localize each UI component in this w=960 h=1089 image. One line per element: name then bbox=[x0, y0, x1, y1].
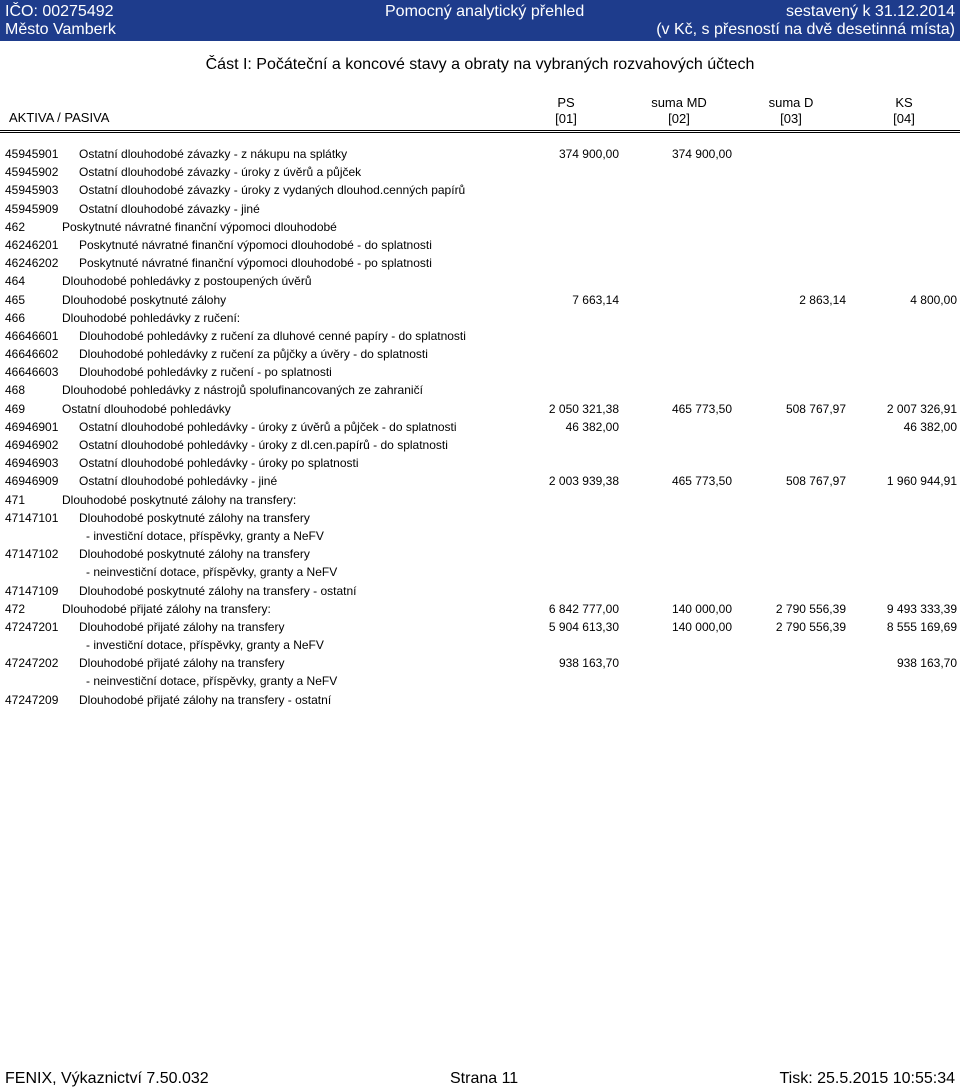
account-description: - neinvestiční dotace, příspěvky, granty a NeFV bbox=[86, 674, 338, 689]
col-ks-code: [04] bbox=[893, 111, 915, 126]
col-md-label: suma MD bbox=[651, 95, 707, 110]
account-code: 47147101 bbox=[5, 510, 59, 525]
table-row bbox=[0, 400, 960, 418]
report-name: Pomocný analytický přehled bbox=[385, 3, 585, 20]
account-description: Ostatní dlouhodobé závazky - úroky z vydaných dlouhod.cenných papírů bbox=[79, 183, 466, 198]
col-ks-label: KS bbox=[895, 95, 913, 110]
table-row bbox=[0, 636, 960, 654]
report-header-bar bbox=[0, 0, 960, 41]
table-row bbox=[0, 418, 960, 436]
account-description: Dlouhodobé přijaté zálohy na transfery bbox=[79, 656, 285, 671]
account-code: 462 bbox=[5, 219, 26, 234]
account-description: Ostatní dlouhodobé pohledávky - úroky z dl.cen.papírů - do splatnosti bbox=[79, 438, 448, 452]
col-d-label: suma D bbox=[768, 95, 814, 110]
table-row bbox=[0, 654, 960, 672]
units-note: (v Kč, s přesností na dvě desetinná místa) bbox=[656, 21, 955, 38]
account-code: 47147109 bbox=[5, 583, 59, 598]
account-description: Ostatní dlouhodobé pohledávky - jiné bbox=[79, 474, 278, 489]
account-code: 47247201 bbox=[5, 619, 59, 634]
table-row bbox=[0, 527, 960, 545]
value-d: 2 790 556,39 bbox=[775, 601, 846, 616]
account-description: Ostatní dlouhodobé pohledávky - úroky z úvěrů a půjček - do splatnosti bbox=[79, 419, 457, 434]
table-row bbox=[0, 691, 960, 709]
account-code: 46646603 bbox=[5, 365, 59, 380]
table-row bbox=[0, 509, 960, 527]
account-code: 47247209 bbox=[5, 692, 59, 707]
account-description: Ostatní dlouhodobé závazky - jiné bbox=[79, 201, 260, 216]
account-code: 46246202 bbox=[5, 256, 59, 271]
col-md-code: [02] bbox=[668, 111, 690, 126]
accounts-table bbox=[0, 145, 960, 709]
table-row bbox=[0, 272, 960, 290]
account-description: Poskytnuté návratné finanční výpomoci dlouhodobé - do splatnosti bbox=[79, 237, 432, 252]
account-code: 46946902 bbox=[5, 438, 59, 452]
account-code: 47247202 bbox=[5, 656, 59, 671]
value-ps: 2 003 939,38 bbox=[548, 474, 619, 489]
account-code: 45945902 bbox=[5, 165, 59, 180]
account-description: Dlouhodobé poskytnuté zálohy na transfery: bbox=[62, 492, 297, 507]
value-ks: 46 382,00 bbox=[903, 419, 957, 434]
table-row bbox=[0, 327, 960, 345]
value-ks: 8 555 169,69 bbox=[886, 619, 957, 634]
account-description: Dlouhodobé pohledávky z postoupených úvěrů bbox=[62, 274, 312, 289]
compiled-date: sestavený k 31.12.2014 bbox=[785, 3, 955, 20]
account-description: Ostatní dlouhodobé závazky - úroky z úvěrů a půjček bbox=[79, 165, 362, 180]
account-description: Dlouhodobé pohledávky z ručení za dluhové cenné papíry - do splatnosti bbox=[79, 328, 466, 343]
value-ps: 46 382,00 bbox=[565, 419, 619, 434]
account-description: Dlouhodobé přijaté zálohy na transfery - ostatní bbox=[79, 692, 332, 707]
table-row bbox=[0, 145, 960, 163]
account-description: - investiční dotace, příspěvky, granty a NeFV bbox=[86, 638, 324, 653]
account-code: 472 bbox=[5, 601, 26, 616]
value-ps: 5 904 613,30 bbox=[548, 619, 619, 634]
table-row bbox=[0, 291, 960, 309]
account-description: Dlouhodobé poskytnuté zálohy na transfery - ostatní bbox=[79, 583, 357, 598]
table-row bbox=[0, 163, 960, 181]
account-code: 46646601 bbox=[5, 328, 59, 343]
account-code: 46946901 bbox=[5, 419, 59, 434]
account-code: 464 bbox=[5, 274, 26, 289]
value-ks: 938 163,70 bbox=[896, 656, 957, 671]
account-code: 45945903 bbox=[5, 183, 59, 198]
value-ps: 938 163,70 bbox=[558, 656, 619, 671]
value-ps: 374 900,00 bbox=[558, 147, 619, 161]
city-label: Město Vamberk bbox=[5, 21, 116, 38]
footer-page: Strana 11 bbox=[450, 1070, 519, 1087]
value-md: 374 900,00 bbox=[671, 147, 732, 161]
table-row bbox=[0, 200, 960, 218]
table-row bbox=[0, 436, 960, 454]
table-row bbox=[0, 491, 960, 509]
table-row bbox=[0, 600, 960, 618]
table-row bbox=[0, 236, 960, 254]
table-row bbox=[0, 218, 960, 236]
value-ks: 9 493 333,39 bbox=[886, 601, 957, 616]
account-description: Dlouhodobé pohledávky z ručení: bbox=[62, 310, 241, 325]
account-code: 46646602 bbox=[5, 347, 59, 362]
ico-label: IČO: 00275492 bbox=[5, 3, 114, 20]
account-code: 47147102 bbox=[5, 547, 59, 562]
account-description: Dlouhodobé přijaté zálohy na transfery: bbox=[62, 601, 271, 616]
account-description: Dlouhodobé přijaté zálohy na transfery bbox=[79, 619, 285, 634]
account-description: Poskytnuté návratné finanční výpomoci dlouhodobé bbox=[62, 219, 337, 234]
account-description: Dlouhodobé pohledávky z ručení za půjčky a úvěry - do splatnosti bbox=[79, 347, 428, 362]
account-code: 471 bbox=[5, 492, 26, 507]
value-ks: 4 800,00 bbox=[910, 292, 957, 307]
footer-software: FENIX, Výkaznictví 7.50.032 bbox=[5, 1070, 209, 1087]
account-description: Dlouhodobé poskytnuté zálohy na transfery bbox=[79, 547, 310, 562]
table-row bbox=[0, 363, 960, 381]
account-code: 46246201 bbox=[5, 237, 59, 252]
col-ps-code: [01] bbox=[555, 111, 577, 126]
account-description: Poskytnuté návratné finanční výpomoci dlouhodobé - po splatnosti bbox=[79, 256, 432, 271]
value-md: 465 773,50 bbox=[671, 401, 732, 416]
account-code: 46946909 bbox=[5, 474, 59, 489]
account-code: 466 bbox=[5, 310, 26, 325]
table-row bbox=[0, 454, 960, 472]
table-row bbox=[0, 309, 960, 327]
account-description: Ostatní dlouhodobé závazky - z nákupu na splátky bbox=[79, 147, 348, 161]
account-code: 45945901 bbox=[5, 147, 59, 161]
value-d: 508 767,97 bbox=[785, 401, 846, 416]
value-ps: 6 842 777,00 bbox=[548, 601, 619, 616]
account-description: - investiční dotace, příspěvky, granty a NeFV bbox=[86, 528, 324, 543]
value-md: 140 000,00 bbox=[671, 601, 732, 616]
header-rule-bottom bbox=[0, 132, 960, 133]
account-code: 45945909 bbox=[5, 201, 59, 216]
account-code: 468 bbox=[5, 383, 26, 398]
account-description: - neinvestiční dotace, příspěvky, granty a NeFV bbox=[86, 565, 338, 580]
value-md: 465 773,50 bbox=[671, 474, 732, 489]
col-d-code: [03] bbox=[780, 111, 802, 126]
table-row bbox=[0, 618, 960, 636]
value-ps: 2 050 321,38 bbox=[548, 401, 619, 416]
table-row bbox=[0, 381, 960, 399]
table-row bbox=[0, 545, 960, 563]
table-row bbox=[0, 472, 960, 490]
account-description: Dlouhodobé pohledávky z ručení - po splatnosti bbox=[79, 365, 332, 380]
value-ks: 1 960 944,91 bbox=[886, 474, 957, 489]
account-description: Dlouhodobé pohledávky z nástrojů spolufinancovaných ze zahraničí bbox=[62, 383, 423, 398]
section-title: Část I: Počáteční a koncové stavy a obraty na vybraných rozvahových účtech bbox=[205, 56, 755, 73]
table-row bbox=[0, 563, 960, 581]
col-ps-label: PS bbox=[557, 95, 575, 110]
account-description: Dlouhodobé poskytnuté zálohy na transfery bbox=[79, 510, 310, 525]
account-description: Dlouhodobé poskytnuté zálohy bbox=[62, 292, 227, 307]
table-row bbox=[0, 672, 960, 690]
account-code: 465 bbox=[5, 292, 26, 307]
footer-printed: Tisk: 25.5.2015 10:55:34 bbox=[779, 1070, 955, 1087]
value-d: 2 863,14 bbox=[799, 292, 846, 307]
account-code: 469 bbox=[5, 401, 26, 416]
value-ks: 2 007 326,91 bbox=[886, 401, 957, 416]
value-d: 2 790 556,39 bbox=[775, 619, 846, 634]
value-d: 508 767,97 bbox=[785, 474, 846, 489]
table-row bbox=[0, 254, 960, 272]
table-row bbox=[0, 181, 960, 199]
value-md: 140 000,00 bbox=[671, 619, 732, 634]
table-row bbox=[0, 582, 960, 600]
account-description: Ostatní dlouhodobé pohledávky - úroky po splatnosti bbox=[79, 456, 359, 471]
table-row bbox=[0, 345, 960, 363]
account-code: 46946903 bbox=[5, 456, 59, 471]
account-description: Ostatní dlouhodobé pohledávky bbox=[62, 401, 231, 416]
value-ps: 7 663,14 bbox=[572, 292, 619, 307]
aktiva-pasiva-label: AKTIVA / PASIVA bbox=[9, 110, 110, 125]
header-rule-top bbox=[0, 130, 960, 131]
